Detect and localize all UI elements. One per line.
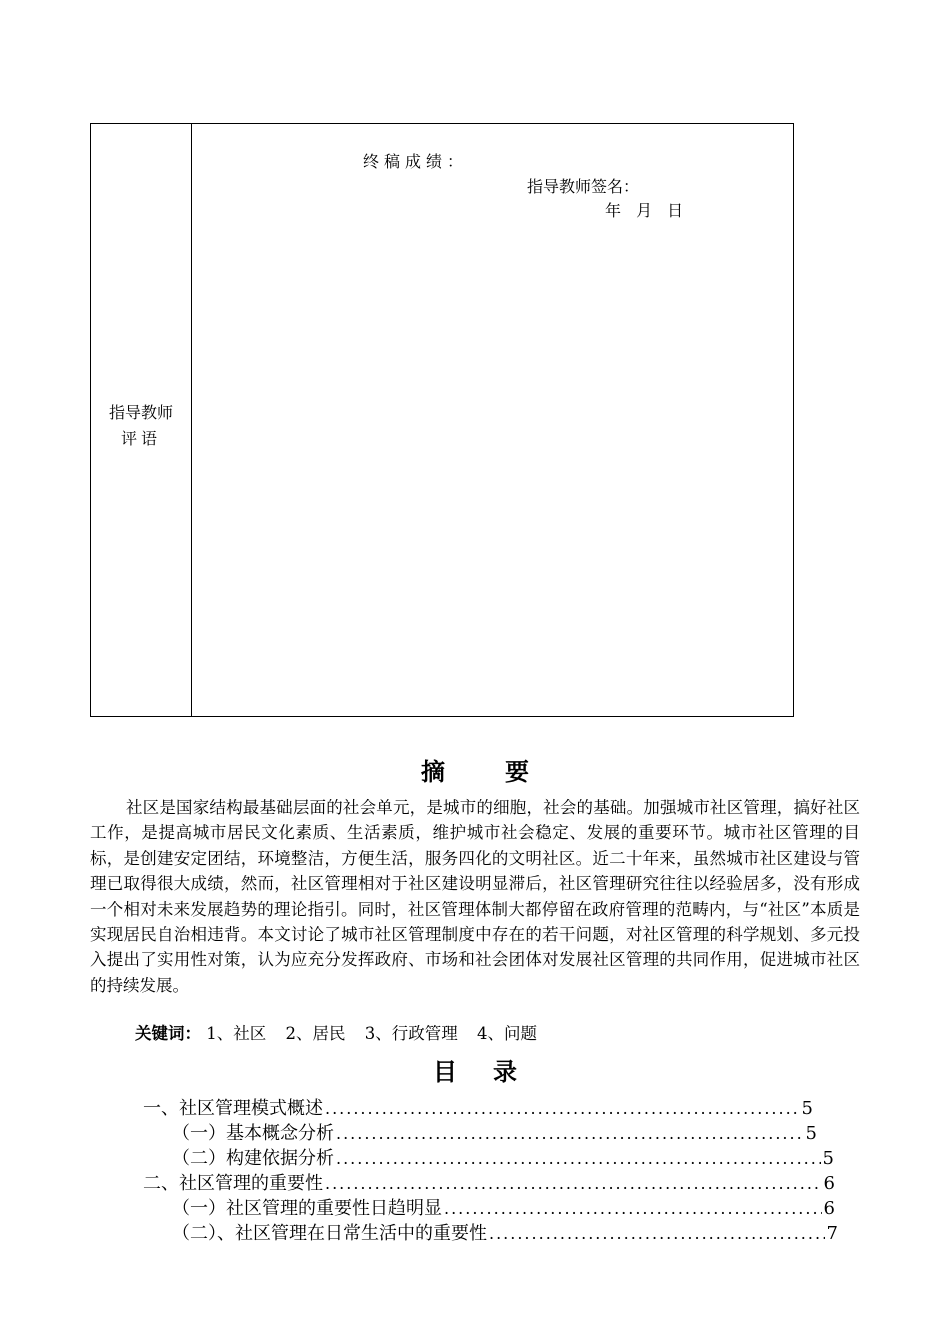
- date-label: 年 月 日: [605, 201, 684, 220]
- abstract-body: 社区是国家结构最基础层面的社会单元，是城市的细胞，社会的基础。加强城市社区管理，搞好社区工作，是提高城市居民文化素质、生活素质，维护城市社会稳定、发展的重要环节。城市社区管理的目标，是创建安定团结，环境整洁，方便生活，服务四化的文明社区。近二十年来，虽然城市社区建设与管理已取得很大成绩，然而，社区管理相对于社区建设明显滞后，社区管理研究往往以经验居多，没有形成一个相对未来发展趋势的理论指引。同时，社区管理体制大都停留在政府管理的范畴内，与“社区”本质是实现居民自治相违背。本文讨论了城市社区管理制度中存在的若干问题，对社区管理的科学规划、多元投入提出了实用性对策，认为应充分发挥政府、市场和社会团体对发展社区管理的共同作用，促进城市社区的持续发展。: [90, 798, 860, 995]
- abstract-title-part2: 要: [505, 758, 529, 786]
- toc-leader-dots: [336, 1124, 804, 1143]
- toc-entry[interactable]: [172, 1144, 834, 1168]
- toc-title-part2: 录: [493, 1058, 517, 1086]
- abstract-title-part1: 摘: [421, 758, 445, 786]
- abstract-title: [0, 752, 950, 787]
- toc-entry-text: （一）基本概念分析: [172, 1123, 334, 1144]
- keyword-item: 2、居民: [285, 1024, 346, 1043]
- toc-entry-text: （一）社区管理的重要性日趋明显: [172, 1198, 442, 1219]
- keywords-label: 关键词：: [135, 1024, 201, 1043]
- keywords-line: [135, 1020, 551, 1044]
- final-grade-label: 终稿成绩：: [363, 152, 469, 171]
- toc-entry-text: （二）构建依据分析: [172, 1148, 334, 1169]
- toc-entry[interactable]: [143, 1169, 835, 1193]
- advisor-label: 指导教师: [108, 403, 173, 422]
- toc-leader-dots: [325, 1099, 800, 1118]
- evaluation-table: [90, 123, 794, 717]
- toc-entry-text: 一、社区管理模式概述: [143, 1098, 323, 1119]
- toc-entry[interactable]: [172, 1194, 835, 1218]
- keyword-item: 1、社区: [206, 1024, 267, 1043]
- toc-entry-page: 6: [823, 1173, 835, 1194]
- toc-title: [0, 1052, 950, 1087]
- toc-title-part1: 目: [433, 1058, 457, 1086]
- toc-entry-text: （二）、社区管理在日常生活中的重要性: [172, 1223, 487, 1244]
- toc-leader-dots: [336, 1149, 821, 1168]
- toc-entry-page: 5: [822, 1148, 834, 1169]
- toc-entry-page: 5: [801, 1098, 813, 1119]
- toc-entry[interactable]: [143, 1094, 813, 1118]
- comment-label: 评语: [120, 429, 161, 448]
- toc-entry-page: 6: [823, 1198, 835, 1219]
- toc-leader-dots: [325, 1174, 822, 1193]
- keyword-item: 3、行政管理: [364, 1024, 458, 1043]
- toc-entry[interactable]: [172, 1119, 817, 1143]
- toc-entry-text: 二、社区管理的重要性: [143, 1173, 323, 1194]
- table-divider: [191, 124, 192, 716]
- toc-entry[interactable]: [172, 1219, 838, 1243]
- toc-leader-dots: [489, 1224, 825, 1243]
- signature-label: 指导教师签名：: [527, 177, 640, 196]
- toc-entry-page: 7: [826, 1223, 838, 1244]
- toc-leader-dots: [444, 1199, 822, 1218]
- keyword-item: 4、问题: [477, 1024, 537, 1043]
- label-cell: [91, 124, 191, 716]
- toc-entry-page: 5: [805, 1123, 817, 1144]
